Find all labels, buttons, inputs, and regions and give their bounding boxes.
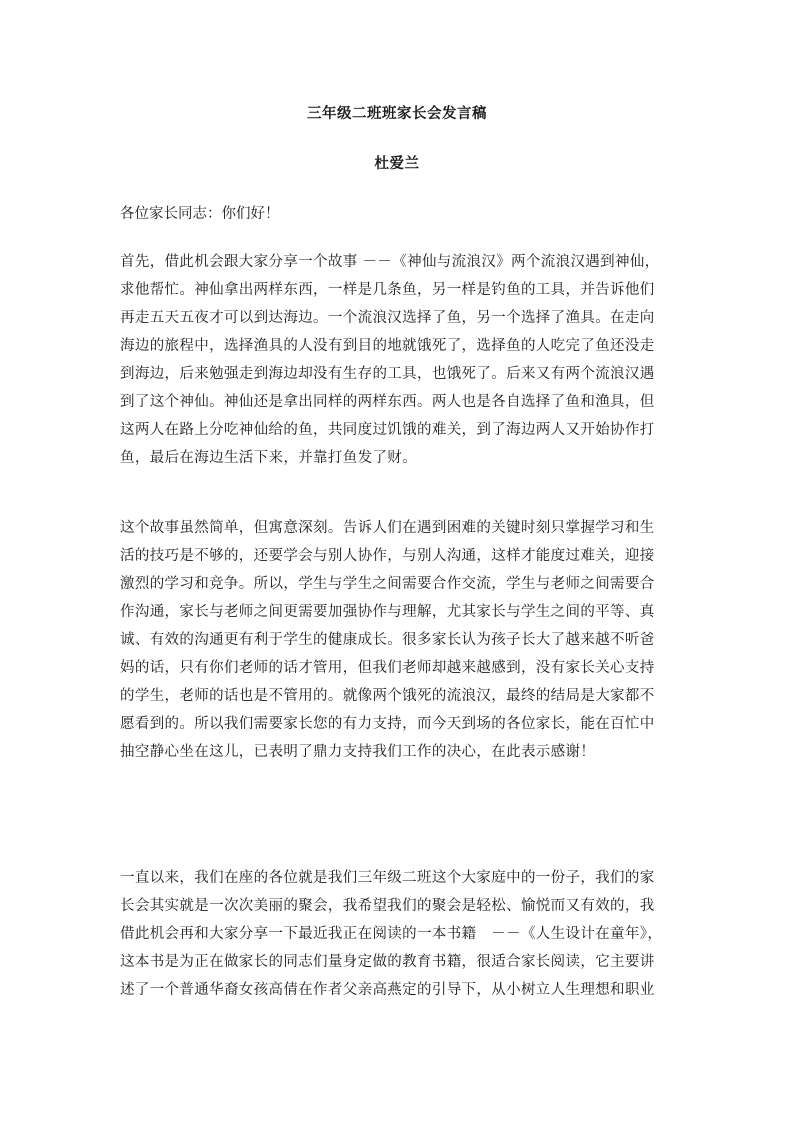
paragraph-line: 借此机会再和大家分享一下最近我正在阅读的一本书籍 －－《人生设计在童年》，: [120, 926, 663, 942]
paragraph-book: [120, 864, 673, 1004]
paragraph-line: 海边的旅程中，选择渔具的人没有到目的地就饿死了，选择鱼的人吃完了鱼还没走: [120, 338, 655, 354]
paragraph-line: 一直以来，我们在座的各位就是我们三年级二班这个大家庭中的一份子，我们的家: [120, 870, 655, 886]
paragraph-line: 鱼，最后在海边生活下来，并靠打鱼发了财。: [120, 450, 417, 466]
paragraph-line: 愿看到的。所以我们需要家长您的有力支持，而今天到场的各位家长，能在百忙中: [120, 716, 655, 732]
paragraph-line: 这两人在路上分吃神仙给的鱼，共同度过饥饿的难关，到了海边两人又开始协作打: [120, 422, 655, 438]
paragraph-line: 这本书是为正在做家长的同志们量身定做的教育书籍，很适合家长阅读，它主要讲: [120, 954, 655, 970]
paragraph-line: 再走五天五夜才可以到达海边。一个流浪汉选择了鱼，另一个选择了渔具。在走向: [120, 310, 655, 326]
document-title: 三年级二班班家长会发言稿: [307, 106, 487, 122]
paragraph-story: [120, 248, 673, 472]
paragraph-line: 作沟通，家长与老师之间更需要加强协作与理解，尤其家长与学生之间的平等、真: [120, 604, 655, 620]
paragraph-moral: [120, 514, 673, 766]
paragraph-line: 到了这个神仙。神仙还是拿出同样的两样东西。两人也是各自选择了鱼和渔具，但: [120, 394, 655, 410]
paragraph-line: 求他帮忙。神仙拿出两样东西，一样是几条鱼，另一样是钓鱼的工具，并告诉他们: [120, 282, 655, 298]
paragraph-line: 的学生，老师的话也是不管用的。就像两个饿死的流浪汉，最终的结局是大家都不: [120, 688, 655, 704]
paragraph-line: 这个故事虽然简单，但寓意深刻。告诉人们在遇到困难的关键时刻只掌握学习和生: [120, 520, 655, 536]
paragraph-line: 首先，借此机会跟大家分享一个故事 －－《神仙与流浪汉》两个流浪汉遇到神仙，: [120, 254, 660, 270]
paragraph-line: 活的技巧是不够的，还要学会与别人协作，与别人沟通，这样才能度过难关，迎接: [120, 548, 655, 564]
paragraph-line: 妈的话，只有你们老师的话才管用，但我们老师却越来越感到，没有家长关心支持: [120, 660, 655, 676]
paragraph-line: 到海边，后来勉强走到海边却没有生存的工具，也饿死了。后来又有两个流浪汉遇: [120, 366, 655, 382]
paragraph-line: 述了一个普通华裔女孩高倩在作者父亲高燕定的引导下，从小树立人生理想和职业: [120, 982, 655, 998]
paragraph-line: 长会其实就是一次次美丽的聚会，我希望我们的聚会是轻松、愉悦而又有效的，我: [120, 898, 655, 914]
paragraph-line: 激烈的学习和竞争。所以，学生与学生之间需要合作交流，学生与老师之间需要合: [120, 576, 655, 592]
author-name: 杜爱兰: [374, 156, 420, 172]
paragraph-line: 诚、有效的沟通更有利于学生的健康成长。很多家长认为孩子长大了越来越不听爸: [120, 632, 655, 648]
salutation: 各位家长同志：你们好！: [120, 206, 280, 222]
paragraph-line: 抽空静心坐在这儿，已表明了鼎力支持我们工作的决心，在此表示感谢！: [120, 744, 596, 760]
